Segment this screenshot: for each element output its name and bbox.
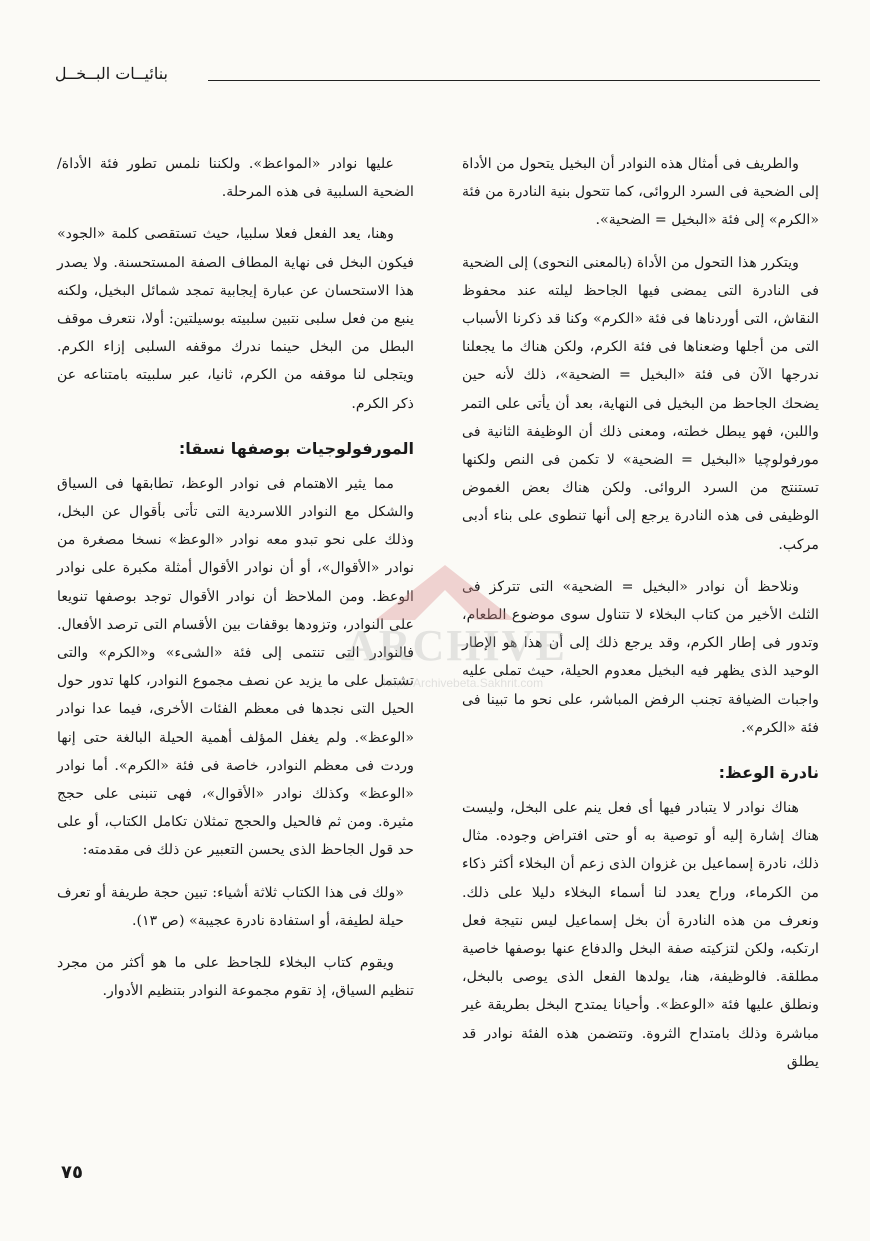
page-header	[54, 62, 820, 88]
watermark-url: http://Archivebeta.Sakhrit.com	[383, 676, 544, 690]
paragraph: ويقوم كتاب البخلاء للجاحظ على ما هو أكثر من مجرد تنظيم السياق، إذ تقوم مجموعة النوادر بتنظيم الأدوار.	[57, 955, 414, 1000]
right-column	[462, 150, 819, 1090]
header-rule	[208, 80, 820, 81]
section-heading: المورفولوجيات بوصفها نسقا:	[178, 438, 414, 458]
running-title: بنائيــات البــخــل	[54, 64, 168, 83]
page-number: ٧٥	[61, 1162, 83, 1183]
paragraph: هناك نوادر لا يتبادر فيها أى فعل ينم على البخل، وليست هناك إشارة إليه أو توصية به أو حتى افتراض وجوده. مثال ذلك، نادرة إسماعيل بن غزوان الذى زعم أن البخلاء أكثر ذكاء من الكرماء، وراح يعدد لنا أسماء البخلاء دليلا على ذلك. ونعرف من هذه النادرة أن بخل إسماعيل ليس نتيجة فعل ارتكبه، ولكن لتزكيته صفة البخل والدفاع عنها بوصفها خاصية مطلقة. فالوظيفة، هنا، يولدها الفعل الذى يوصى بالبخل، ونطلق عليها فئة «الوعظ». وأحيانا يمتدح البخل بطريقة غير مباشرة وذلك بامتداح الثروة. وتتضمن هذه الفئة نوادر قد يطلق	[462, 800, 819, 1070]
paragraph: مما يثير الاهتمام فى نوادر الوعظ، تطابقها فى السياق والشكل مع النوادر اللاسردية التى تأتى بأقوال عن البخل، وذلك على نحو تبدو معه نوادر «الوعظ» نسخا مصغرة من نوادر «الأقوال»، أو أن نوادر الأقوال أمثلة مكبرة على نوادر الوعظ. ومن الملاحظ أن نوادر الأقوال توجد بوصفها تنويعا على النوادر، وتزودها بوقفات بين الأقسام التى ترصد الأفعال. فالنوادر التى تنتمى إلى فئة «الشىء» و«الكرم» والتى تشتمل على ما يزيد عن نصف مجموع النوادر، كلها تدور حول الحيل التى نجدها فى معظم الفئات الأخرى، فيما عدا نوادر «الوعظ». ولم يغفل المؤلف أهمية الحيلة البالغة حتى إنها وردت فى معظم النوادر، خاصة فى فئة «الكرم». أما نوادر «الوعظ» وكذلك نوادر «الأقوال»، فهى تنبنى على حجج مثيرة. ومن ثم فالحيل والحجج تمثلان تكامل الكتاب، أو على حد قول الجاحظ الذى يحسن التعبير عن ذلك فى مقدمته:	[57, 475, 414, 859]
paragraph: وهنا، يعد الفعل فعلا سلبيا، حيث تستقصى كلمة «الجود» فيكون البخل فى نهاية المطاف الصفة المستحسنة. ولا يصدر هذا الاستحسان عن عبارة إيجابية تمجد شمائل البخيل، ولكنه ينبع من فعل سلبى نتبين سلبيته بوسيلتين: أولا، نتعرف موقف البطل من البخل حينما ندرك موقفه السلبى إزاء الكرم. ويتجلى لنا موقفه من الكرم، ثانيا، عبر سلبيته بامتناعه عن ذكر الكرم.	[57, 226, 414, 412]
paragraph: والطريف فى أمثال هذه النوادر أن البخيل يتحول من الأداة إلى الضحية فى السرد الروائى، كما تتحول بنية النادرة من فئة «الكرم» إلى فئة «البخيل = الضحية».	[462, 156, 819, 229]
paragraph: ويتكرر هذا التحول من الأداة (بالمعنى النحوى) إلى الضحية فى النادرة التى يمضى فيها الجاحظ ليلته عند محفوظ النقاش، التى أوردناها فى فئة «الكرم» وكنا قد ذكرنا الأسباب التى من أجلها وضعناها فى فئة الكرم، ولكن هناك ما يجعلنا ندرجها الآن فى فئة «البخيل = الضحية»، ذلك لأنه حين يضحك الجاحظ من البخيل فى النهاية، بعد أن يأتى على التمر واللبن، فهو يبطل خطته، ومعنى ذلك أن الوظيفة الثانية فى مورفولوچيا «البخيل = الضحية» لا تكمن فى النص ولكنها تستنتج من السرد الروائى. ولكن هناك بعض الغموض الوظيفى فى هذه النادرة يرجع إلى أنها تنطوى على بناء أدبى مركب.	[462, 254, 819, 553]
left-column	[57, 150, 414, 1019]
section-heading: نادرة الوعظ:	[718, 763, 819, 783]
paragraph: ونلاحظ أن نوادر «البخيل = الضحية» التى تتركز فى الثلث الأخير من كتاب البخلاء لا تتناول سوى موضوع الطعام، وتدور فى إطار الكرم، وقد يرجع ذلك إلى أن هذا هو الإطار الوحيد الذى يظهر فيه البخيل معدوم الحيلة، حيث تملى عليه واجبات الضيافة تجنب الرفض المباشر، على نحو ما تبينا فى فئة «الكرم».	[462, 578, 819, 736]
block-quote: «ولك فى هذا الكتاب ثلاثة أشياء: تبين حجة طريفة أو تعرف حيلة لطيفة، أو استفادة نادرة عجيبة» (ص ١٣).	[57, 884, 404, 929]
paragraph: عليها نوادر «المواعظ». ولكننا نلمس تطور فئة الأداة/ الضحية السلبية فى هذه المرحلة.	[57, 156, 414, 201]
watermark-text: ARCHIVE	[345, 621, 567, 670]
